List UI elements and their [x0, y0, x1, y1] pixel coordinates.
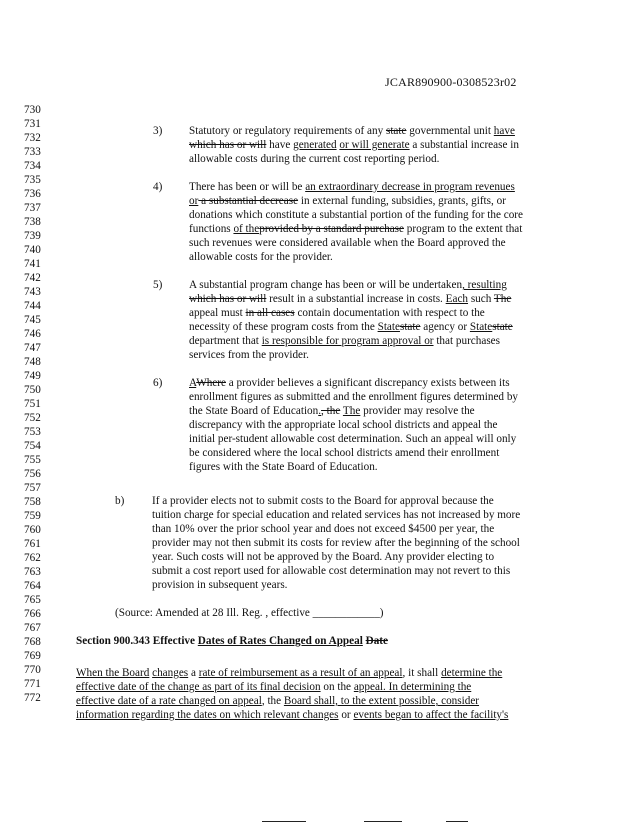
item-5-line-2: which has or will result in a substantial increase in costs. Each such The: [189, 293, 512, 305]
item-number-5: 5): [153, 279, 163, 291]
line-number: 759: [24, 510, 41, 522]
item-6-line-4: discrepancy with the appropriate local school districts and appeal the: [189, 419, 498, 431]
item-5-line-1: A substantial program change has been or will be undertaken, resulting: [189, 279, 507, 291]
item-b-line-2: tuition charge for special education and related services has not increased by more: [152, 509, 521, 521]
item-5-line-4: necessity of these program costs from the Statestate agency or Statestate: [189, 321, 513, 333]
line-number: 757: [24, 482, 41, 494]
item-number-6: 6): [153, 377, 163, 389]
footer-initial-line-1: [262, 821, 306, 822]
item-3-line-3: allowable costs during the current cost reporting period.: [189, 153, 440, 165]
item-4-line-6: allowable costs for the provider.: [189, 251, 333, 263]
item-4-line-2: or a substantial decrease in external funding, subsidies, grants, gifts, or: [189, 195, 506, 207]
paragraph-line-2: effective date of the change as part of its final decision on the appeal. In determining the: [76, 681, 472, 693]
item-b-line-5: year. Such costs will not be approved by the Board. Any provider electing to: [152, 551, 495, 563]
line-number: 750: [24, 384, 41, 396]
item-number-3: 3): [153, 125, 163, 137]
line-number: 740: [24, 244, 41, 256]
section-heading: Section 900.343 Effective Dates of Rates Changed on Appeal Date: [76, 635, 388, 647]
line-number: 769: [24, 650, 41, 662]
paragraph-line-1: When the Board changes a rate of reimbursement as a result of an appeal, it shall determine the: [76, 667, 503, 679]
item-b-line-7: provision in subsequent years.: [152, 579, 288, 591]
line-number: 741: [24, 258, 41, 270]
item-b-line-1: If a provider elects not to submit costs to the Board for approval because the: [152, 495, 494, 507]
item-6-line-7: figures with the State Board of Education.: [189, 461, 378, 473]
line-number: 737: [24, 202, 41, 214]
document-id-header: JCAR890900-0308523r02: [385, 75, 517, 89]
item-4-line-1: There has been or will be an extraordinary decrease in program revenues: [189, 181, 515, 193]
line-number: 731: [24, 118, 41, 130]
item-5-line-5: department that is responsible for program approval or that purchases: [189, 335, 500, 347]
item-5-line-6: services from the provider.: [189, 349, 309, 361]
item-6-line-2: enrollment figures as submitted and the enrollment figures determined by: [189, 391, 519, 403]
item-4-line-3: donations which constitute a substantial portion of the funding for the core: [189, 209, 523, 221]
item-b-line-4: provider may not then submit its costs for review after the beginning of the school: [152, 537, 520, 549]
item-b-line-6: submit a cost report used for allowable cost determination may not revert to this: [152, 565, 511, 577]
line-number: 768: [24, 636, 41, 648]
line-number: 760: [24, 524, 41, 536]
paragraph-line-3: effective date of a rate changed on appeal, the Board shall, to the extent possible, consider: [76, 695, 480, 707]
item-5-line-3: appeal must in all cases contain documentation with respect to the: [189, 307, 485, 319]
item-3-line-2: which has or will have generated or will generate a substantial increase in: [189, 139, 519, 151]
line-number: 748: [24, 356, 41, 368]
line-number: 745: [24, 314, 41, 326]
line-number: 764: [24, 580, 41, 592]
line-number: 767: [24, 622, 41, 634]
item-b-line-3: than 10% over the prior school year and does not exceed $4500 per year, the: [152, 523, 495, 535]
item-letter-b: b): [115, 495, 125, 507]
footer-initial-line-2: [364, 821, 402, 822]
line-number: 736: [24, 188, 41, 200]
line-number: 763: [24, 566, 41, 578]
line-number: 755: [24, 454, 41, 466]
item-4-line-5: such revenues were considered available when the Board approved the: [189, 237, 506, 249]
line-number: 739: [24, 230, 41, 242]
line-number: 730: [24, 104, 41, 116]
line-number: 746: [24, 328, 41, 340]
line-number: 738: [24, 216, 41, 228]
line-number: 747: [24, 342, 41, 354]
footer-initial-line-3: [446, 821, 468, 822]
line-number: 744: [24, 300, 41, 312]
line-number: 734: [24, 160, 41, 172]
line-number: 762: [24, 552, 41, 564]
item-3-line-1: Statutory or regulatory requirements of any state governmental unit have: [189, 125, 515, 137]
item-number-4: 4): [153, 181, 163, 193]
line-number: 765: [24, 594, 41, 606]
source-note: (Source: Amended at 28 Ill. Reg. , effective ____________): [115, 607, 384, 619]
line-number: 753: [24, 426, 41, 438]
line-number: 752: [24, 412, 41, 424]
line-number: 751: [24, 398, 41, 410]
line-number: 758: [24, 496, 41, 508]
item-6-line-3: the State Board of Education., the The provider may resolve the: [189, 405, 475, 417]
line-number: 756: [24, 468, 41, 480]
line-number: 732: [24, 132, 41, 144]
paragraph-line-4: information regarding the dates on which relevant changes or events began to affect the facility's: [76, 709, 509, 721]
item-4-line-4: functions of theprovided by a standard purchase program to the extent that: [189, 223, 523, 235]
line-number: 749: [24, 370, 41, 382]
line-number: 754: [24, 440, 41, 452]
line-number: 766: [24, 608, 41, 620]
line-number: 761: [24, 538, 41, 550]
line-number: 743: [24, 286, 41, 298]
line-number: 771: [24, 678, 41, 690]
line-number: 772: [24, 692, 41, 704]
item-6-line-5: initial per-student allowable cost determination. Such an appeal will only: [189, 433, 517, 445]
item-6-line-1: AWhere a provider believes a significant discrepancy exists between its: [189, 377, 510, 389]
item-6-line-6: be considered where the local school districts amend their enrollment: [189, 447, 500, 459]
line-number: 770: [24, 664, 41, 676]
line-number: 742: [24, 272, 41, 284]
line-number: 733: [24, 146, 41, 158]
line-number: 735: [24, 174, 41, 186]
